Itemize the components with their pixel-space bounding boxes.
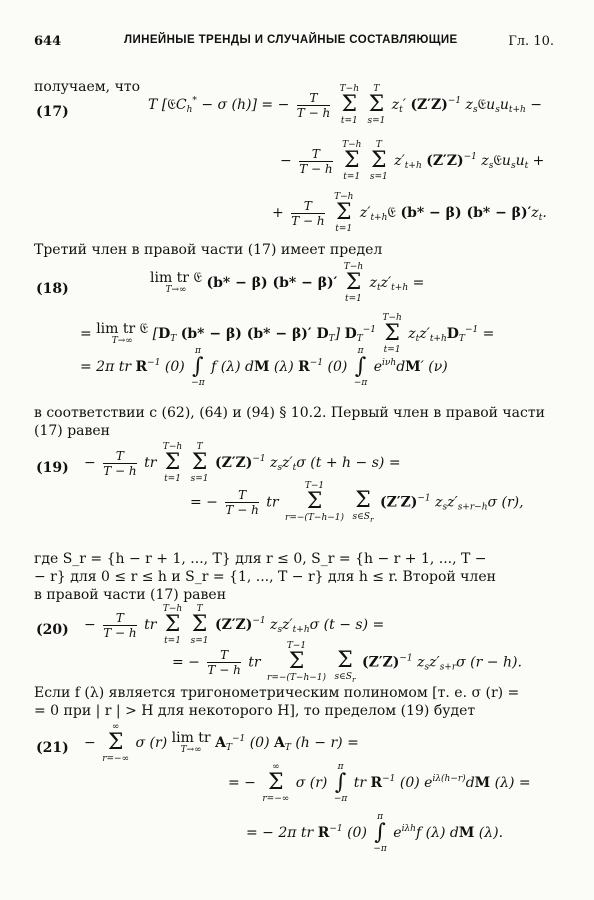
equation-21-line-2: = − ∞ Σ r=−∞ σ (r) π ∫ −π tr $R^{-1}$ (0) $e^{i\lambda(h-r)}dM$ (λ) = (228, 762, 531, 804)
running-title: ЛИНЕЙНЫЕ ТРЕНДЫ И СЛУЧАЙНЫЕ СОСТАВЛЯЮЩИЕ (124, 34, 458, 46)
where-text-2: − r} для 0 ≤ r ≤ h и S_r = {1, ..., T − r} для h ≤ r. Второй член (34, 569, 496, 585)
equation-20-line-2: = − $\frac{T}{T - h}$ tr T−1 Σ r=−(T−h−1) Σ $s\in S_r$ $(Z'Z)^{-1}$ $z_sz'_{s+r}\sigma$ (r − h). (172, 641, 522, 684)
equation-number-19: (19) (36, 460, 69, 476)
equation-17-line-1: T [𝔈C$_h$* − σ (h)] = − $\frac{T}{T - h}$ T−h Σ t=1 T Σ s=1 $z_t'$ $(Z'Z)^{-1}$ $z_s𝔈u_su_{t+h}$ − (148, 84, 542, 126)
where-text-1: где S_r = {h − r + 1, ..., T} для r ≤ 0, S_r = {h − r + 1, ..., T − (34, 551, 487, 567)
intro-text: получаем, что (34, 79, 140, 95)
equation-number-21: (21) (36, 740, 69, 756)
running-header (34, 34, 554, 54)
equation-21-line-3: = − 2π tr $R^{-1}$ (0) π ∫ −π $e^{i\lambda h}f$ (λ) dM (λ). (246, 812, 504, 854)
accordance-text-1: в соответствии с (62), (64) и (94) § 10.2. Первый член в правой части (34, 405, 545, 421)
page-number: 644 (34, 34, 62, 49)
if-text-1: Если f (λ) является тригонометрическим полиномом [т. е. σ (r) = (34, 685, 520, 701)
equation-20-line-1: − $\frac{T}{T - h}$ tr T−h Σ t=1 T Σ s=1 $(Z'Z)^{-1}$ $z_sz'_{t+h}\sigma$ (t − s) = (84, 604, 385, 646)
equation-17-line-3: + $\frac{T}{T - h}$ T−h Σ t=1 $z'_{t+h}𝔈$ (b* − β) $(b* - \beta)'z_t$. (272, 192, 547, 234)
equation-number-18: (18) (36, 281, 69, 297)
equation-18-line-1: lim tr 𝔈 T→∞ (b* − β) (b* − β)′ T−h Σ t=1 $z_tz'_{t+h}$ = (150, 262, 425, 304)
equation-19-line-1: − $\frac{T}{T - h}$ tr T−h Σ t=1 T Σ s=1 $(Z'Z)^{-1}$ $z_sz'_t\sigma$ (t + h − s) = (84, 442, 401, 484)
where-text-3: в правой части (17) равен (34, 587, 227, 603)
equation-18-line-2: = lim tr 𝔈 T→∞ [$D_T$ (b* − β) (b* − β)′ $D_T$] $D_T^{-1}$ T−h Σ t=1 $z_tz'_{t+h}D_T^{-1}$ = (80, 313, 495, 355)
if-text-2: = 0 при | r | > H для некоторого H], то пределом (19) будет (34, 703, 476, 719)
chapter-label: Гл. 10. (508, 34, 554, 49)
equation-number-17: (17) (36, 104, 69, 120)
third-term-text: Третий член в правой части (17) имеет предел (34, 242, 383, 258)
equation-number-20: (20) (36, 622, 69, 638)
equation-19-line-2: = − $\frac{T}{T - h}$ tr T−1 Σ r=−(T−h−1) Σ $s\in S_r$ $(Z'Z)^{-1}$ $z_sz'_{s+r-h}\sigma$ (r), (190, 481, 524, 524)
equation-18-line-3: = 2π tr $R^{-1}$ (0) π ∫ −π f (λ) dM (λ) $R^{-1}$ (0) π ∫ −π $e^{i\nu h}dM'$ (ν) (80, 346, 448, 388)
equation-17-line-2: − $\frac{T}{T - h}$ T−h Σ t=1 T Σ s=1 $z'_{t+h}$ $(Z'Z)^{-1}$ $z_s𝔈u_su_t$ + (280, 140, 545, 182)
equation-21-line-1: − ∞ Σ r=−∞ σ (r) lim tr T→∞ $A_T^{-1}$ (0) $A_T$ (h − r) = (84, 722, 359, 764)
accordance-text-2: (17) равен (34, 423, 110, 439)
